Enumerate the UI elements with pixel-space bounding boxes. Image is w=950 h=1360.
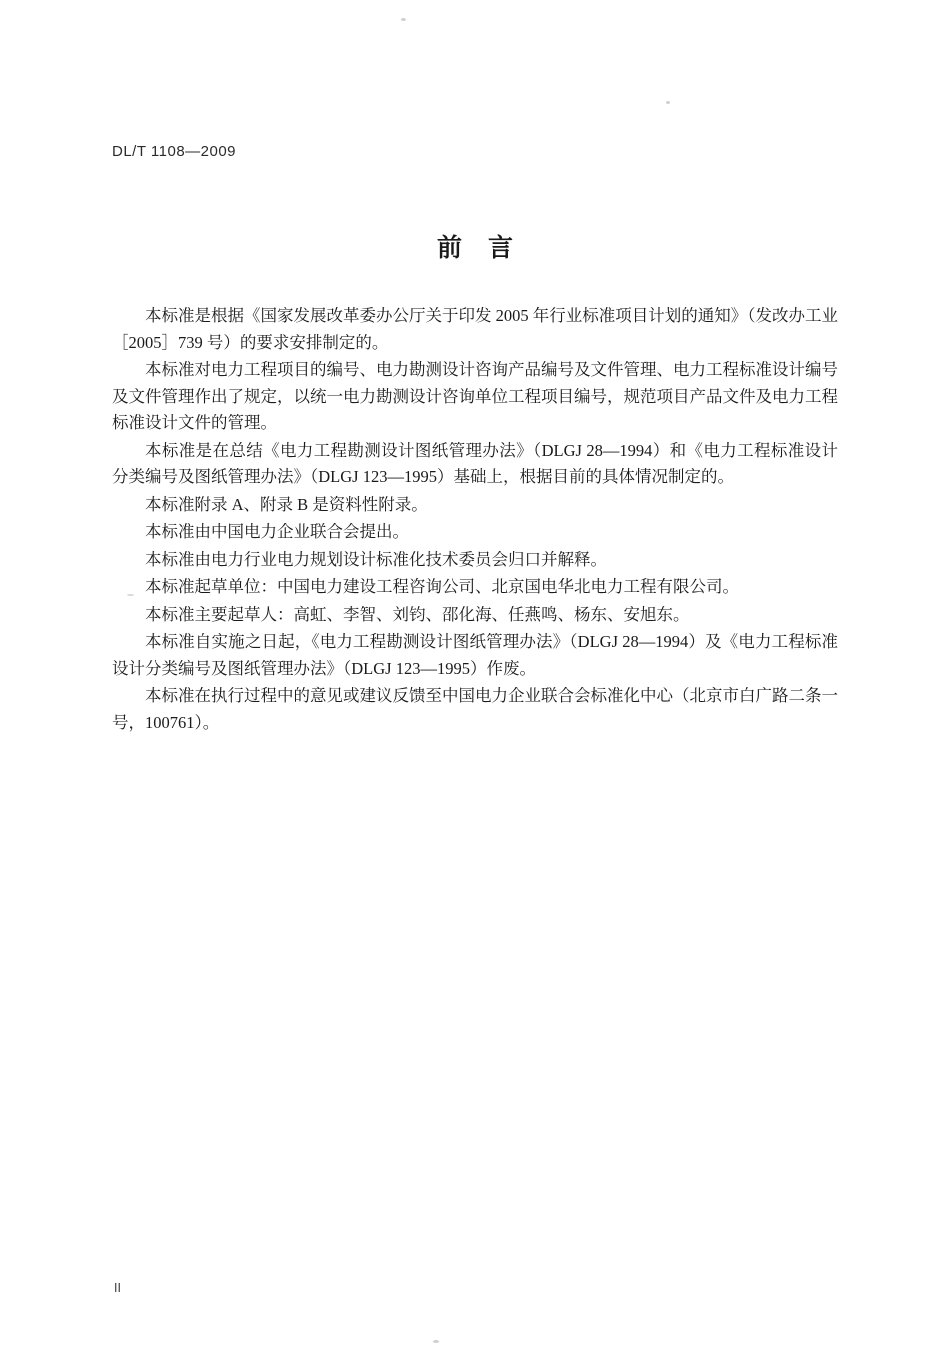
- paragraph: 本标准起草单位：中国电力建设工程咨询公司、北京国电华北电力工程有限公司。: [145, 577, 739, 596]
- standard-code-header: DL/T 1108—2009: [112, 143, 237, 160]
- scan-speck: [433, 1340, 439, 1343]
- paragraph: 本标准附录 A、附录 B 是资料性附录。: [145, 494, 428, 514]
- scan-speck: [401, 18, 406, 21]
- paragraph: 本标准由电力行业电力规划设计标准化技术委员会归口并解释。: [145, 549, 607, 569]
- page-number: II: [114, 1281, 121, 1295]
- paragraph: 本标准对电力工程项目的编号、电力勘测设计咨询产品编号及文件管理、电力工程标准设计编号及文件管理作出了规定，以统一电力勘测设计咨询单位工程项目编号，规范项目产品文件及电力工程标准设计文件的管理。: [112, 360, 838, 432]
- foreword-body: [112, 303, 838, 737]
- paragraph: 本标准在执行过程中的意见或建议反馈至中国电力企业联合会标准化中心（北京市白广路二条一号，100761）。: [112, 686, 838, 732]
- paragraph: 本标准是根据《国家发展改革委办公厅关于印发 2005 年行业标准项目计划的通知》（发改办工业［2005］739 号）的要求安排制定的。: [112, 306, 838, 352]
- scan-speck: [666, 101, 670, 104]
- page-title: 前言: [436, 235, 539, 262]
- paragraph: 本标准由中国电力企业联合会提出。: [145, 522, 409, 541]
- paragraph: 本标准自实施之日起，《电力工程勘测设计图纸管理办法》（DLGJ 28—1994）及《电力工程标准设计分类编号及图纸管理办法》（DLGJ 123—1995）作废。: [112, 632, 838, 678]
- paragraph: 本标准是在总结《电力工程勘测设计图纸管理办法》（DLGJ 28—1994）和《电力工程标准设计分类编号及图纸管理办法》（DLGJ 123—1995）基础上，根据目前的具体情况制定的。: [112, 440, 838, 486]
- paragraph: 本标准主要起草人：高虹、李智、刘钧、邵化海、任燕鸣、杨东、安旭东。: [145, 604, 690, 624]
